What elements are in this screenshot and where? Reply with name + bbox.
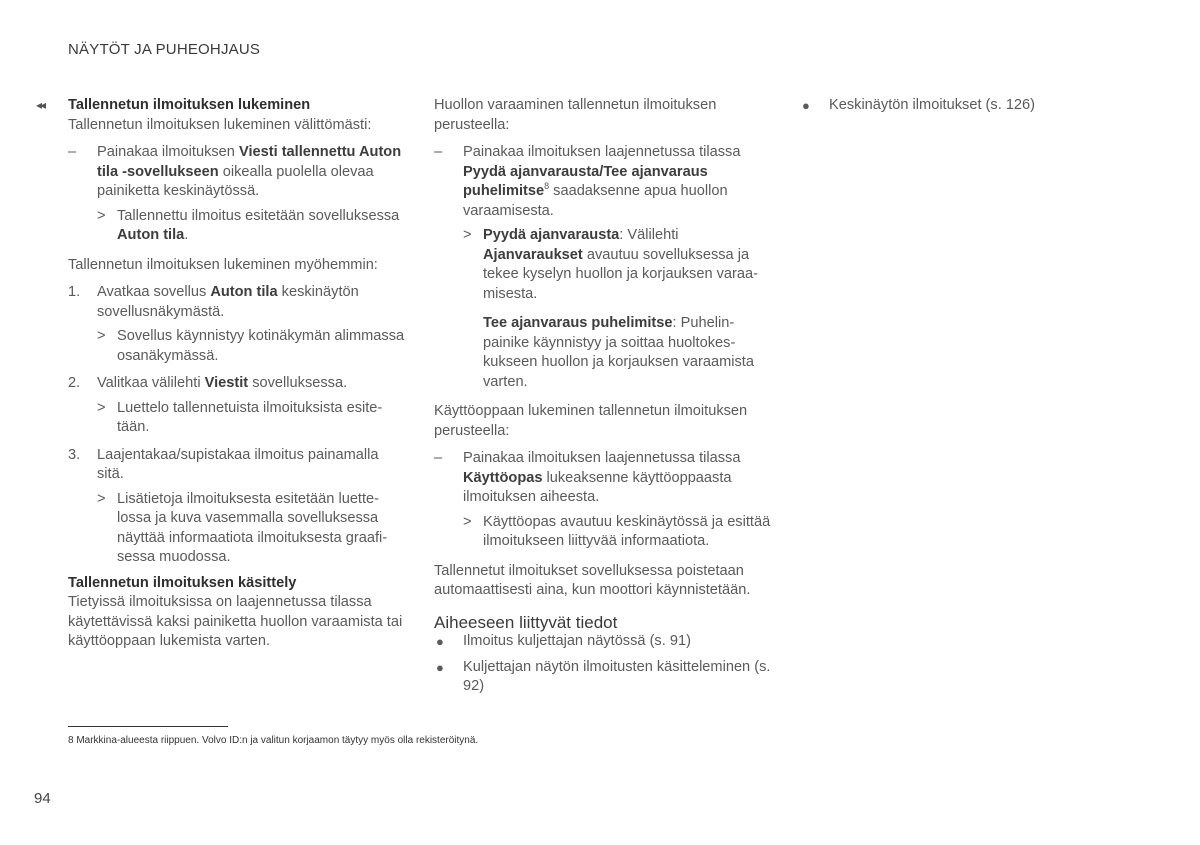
heading-handling: Tallennetun ilmoituksen käsittely xyxy=(68,574,297,591)
paragraph: Tallennetut ilmoitukset sovelluksessa poistetaan automaattisesti aina, kun moottori käynnistetään. xyxy=(434,562,751,598)
result xyxy=(463,513,774,552)
ui-term: Tee ajanvaraus puhelimitse xyxy=(483,315,673,331)
ui-term: Käyttöopas xyxy=(463,469,543,486)
dash-marker: – xyxy=(434,144,443,160)
result xyxy=(97,490,408,568)
related-link-item[interactable] xyxy=(800,96,1120,116)
footnote-divider xyxy=(68,726,228,727)
dash-marker: – xyxy=(434,450,443,466)
column-2 xyxy=(434,96,774,697)
step-text: sovelluksessa. xyxy=(248,375,348,391)
result-text: Käyttöopas avautuu keskinäytössä ja esittää ilmoitukseen liittyvää informaatiota. xyxy=(483,513,771,549)
ui-term: Viestit xyxy=(204,375,249,391)
step-number: 1. xyxy=(68,284,81,300)
result xyxy=(463,226,774,392)
ui-term: Ajanvaraukset xyxy=(483,246,583,263)
continuation-marker-icon: ◂◂ xyxy=(36,98,45,112)
paragraph: Tallennetun ilmoituksen lukeminen välittömästi: xyxy=(68,116,372,133)
step-text: saadaksenne apua huollon varaamisesta. xyxy=(463,183,728,219)
step-text: lukeaksenne käyttöoppaasta ilmoituksen aiheesta. xyxy=(463,469,732,505)
result-paragraph xyxy=(483,314,774,392)
arrow-marker: > xyxy=(463,227,472,243)
step-text: Avatkaa sovellus xyxy=(97,284,211,300)
ui-term: Auton tila xyxy=(117,227,185,243)
related-link-item[interactable] xyxy=(434,632,774,652)
ui-term: Pyydä ajanvarausta xyxy=(483,227,620,243)
step-text: Valitkaa välilehti xyxy=(97,375,205,391)
page-number: 94 xyxy=(34,790,51,807)
result-text: avautuu sovelluksessa ja tekee kyselyn huollon ja korjauksen varaamisesta. xyxy=(483,246,759,302)
footnote: 8 Markkina-alueesta riippuen. Volvo ID:n ja valitun korjaamon täytyy myös olla rekisteröitynä. xyxy=(68,735,479,746)
column-3 xyxy=(800,96,1120,116)
related-link[interactable]: Ilmoitus kuljettajan näytössä (s. 91) xyxy=(463,633,691,649)
arrow-marker: > xyxy=(97,328,106,344)
arrow-marker: > xyxy=(97,207,106,224)
numbered-step xyxy=(68,283,408,366)
arrow-marker: > xyxy=(97,490,106,507)
column-1 xyxy=(68,96,408,652)
step-text: Painakaa ilmoituksen laajennetussa tilassa xyxy=(463,144,741,160)
result-text: Tallennettu ilmoitus esitetään sovelluksessa xyxy=(117,207,400,224)
bullet-marker: ● xyxy=(436,659,444,675)
paragraph: Käyttöoppaan lukeminen tallennetun ilmoituksen perusteella: xyxy=(434,403,748,439)
ui-term: Viesti tallennettu Auton tila -sovellukseen xyxy=(97,144,402,180)
result-text: : Välilehti xyxy=(619,227,679,243)
result-text: . xyxy=(184,227,189,243)
result-text: Lisätietoja ilmoituksesta esitetään luettelossa ja kuva vasemmalla sovelluksessa näyttää informaatiota ilmoituksesta graafisessa muodossa. xyxy=(117,490,388,565)
related-link-item[interactable] xyxy=(434,658,774,697)
step-text: keskinäytön sovellusnäkymästä. xyxy=(97,284,359,320)
step-text: Laajentakaa/supistakaa ilmoitus painamalla sitä. xyxy=(97,446,379,482)
step-number: 2. xyxy=(68,375,81,391)
result xyxy=(97,399,408,438)
section-header: NÄYTÖT JA PUHEOHJAUS xyxy=(68,41,261,58)
paragraph: Tietyissä ilmoituksissa on laajennetussa tilassa käytettävissä kaksi painiketta huollon varaamista tai käyttöoppaan lukemista varten. xyxy=(68,594,403,649)
related-link[interactable]: Kuljettajan näytön ilmoitusten käsitteleminen (s. 92) xyxy=(463,658,771,694)
paragraph: Huollon varaaminen tallennetun ilmoituksen perusteella: xyxy=(434,97,717,133)
result-text: Sovellus käynnistyy kotinäkymän alimmassa osanäkymässä. xyxy=(117,328,405,364)
related-link[interactable]: Keskinäytön ilmoitukset (s. 126) xyxy=(829,97,1036,113)
result xyxy=(97,327,408,366)
dash-step xyxy=(434,143,774,392)
result xyxy=(97,207,408,246)
arrow-marker: > xyxy=(97,399,106,416)
bullet-marker: ● xyxy=(436,634,444,649)
result-text: : Puhelinpainike käynnistyy ja soittaa huoltokeskukseen huollon ja korjauksen varaamista varten. xyxy=(483,315,754,390)
arrow-marker: > xyxy=(463,513,472,530)
dash-marker: – xyxy=(68,144,77,160)
heading-reading: Tallennetun ilmoituksen lukeminen xyxy=(68,97,311,113)
related-info-heading: Aiheeseen liittyvät tiedot xyxy=(434,612,618,632)
result-text: Luettelo tallennetuista ilmoituksista esitetään. xyxy=(117,399,383,435)
step-text: Painakaa ilmoituksen xyxy=(97,144,239,160)
dash-step xyxy=(68,143,408,246)
step-text: oikealla puolella olevaa painiketta keskinäytössä. xyxy=(97,163,374,199)
numbered-step xyxy=(68,374,408,438)
numbered-step xyxy=(68,446,408,568)
dash-step xyxy=(434,449,774,552)
ui-term: Pyydä ajanvarausta/Tee ajanvaraus puhelimitse xyxy=(463,163,708,199)
bullet-marker: ● xyxy=(802,98,810,113)
paragraph: Tallennetun ilmoituksen lukeminen myöhemmin: xyxy=(68,256,378,273)
ui-term: Auton tila xyxy=(210,284,278,300)
footnote-ref: 8 xyxy=(544,181,550,192)
step-text: Painakaa ilmoituksen laajennetussa tilassa xyxy=(463,450,741,466)
step-number: 3. xyxy=(68,446,81,463)
